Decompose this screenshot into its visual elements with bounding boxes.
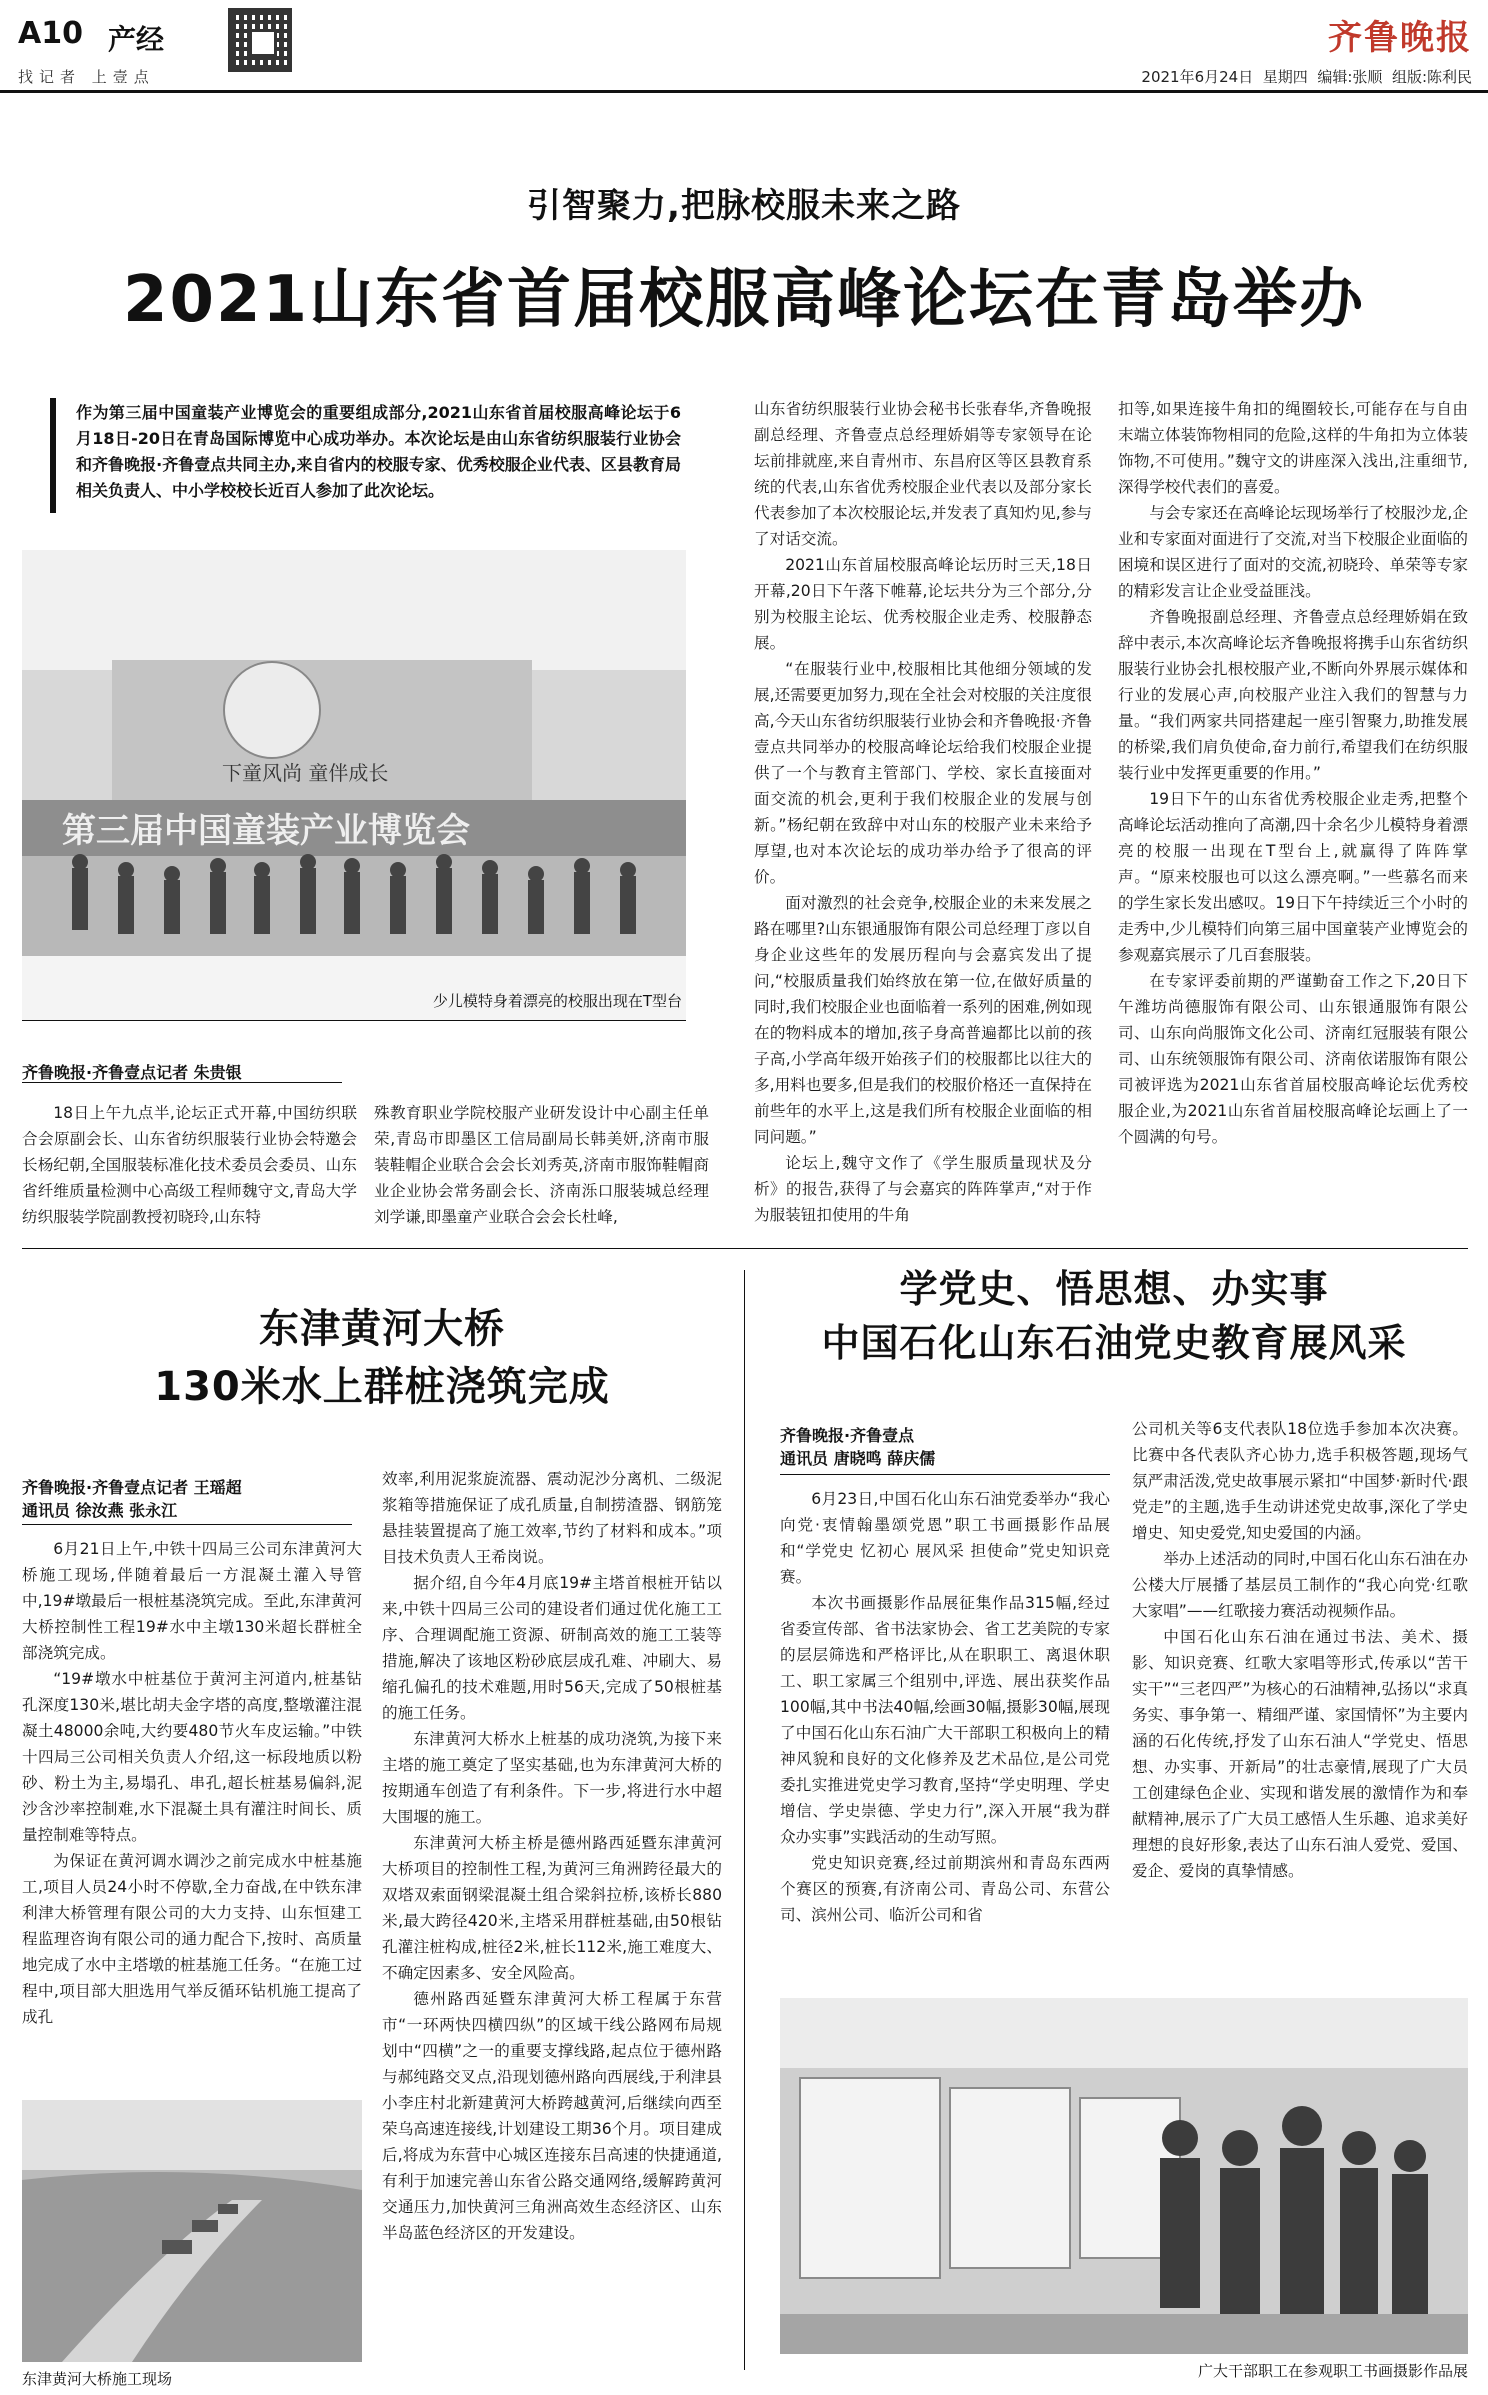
- lead-col4-p1: 扣等,如果连接牛角扣的绳圈较长,可能存在与自由末端立体装饰物相同的危险,这样的牛角扣为立体装饰物,不可使用。”魏守文的讲座深入浅出,注重细节,深得学校代表们的喜爱。: [1118, 400, 1468, 496]
- lead-col3-p3: “在服装行业中,校服相比其他细分领域的发展,还需要更加努力,现在全社会对校服的关注度很高,今天山东省纺织服装行业协会和齐鲁晚报·齐鲁壹点共同举办的校服高峰论坛给我们校服企业提供了一个与教育主管部门、学校、家长直接面对面交流的机会,更利于我们校服企业的发展与创新。”杨纪朝在致辞中对山东的校服产业未来给予厚望,也对本次论坛的成功举办给予了很高的评价。: [754, 660, 1092, 886]
- party-byline-1: 齐鲁晚报·齐鲁壹点: [780, 1426, 915, 1445]
- editor-credit: 编辑:张顺: [1317, 68, 1383, 86]
- lead-col-3: [754, 396, 1092, 1228]
- party-title-line-1: 学党史、悟思想、办实事: [899, 1267, 1329, 1311]
- party-col1-p2: 本次书画摄影作品展征集作品315幅,经过省委宣传部、省书法家协会、省工艺美院的专家的层层筛选和严格评比,从在职职工、离退休职工、职工家属三个组别中,评选、展出获奖作品100幅,其中书法40幅,绘画30幅,摄影30幅,展现了中国石化山东石油广大干部职工积极向上的精神风貌和良好的文化修养及艺术品位,是公司党委扎实推进党史学习教育,坚持“学史明理、学史增信、学史崇德、学史力行”,深入开展“我为群众办实事”实践活动的生动写照。: [780, 1594, 1110, 1846]
- dateline: [1141, 66, 1472, 87]
- party-byline-rule: [780, 1474, 1110, 1475]
- party-col1-p3: 党史知识竞赛,经过前期滨州和青岛东西两个赛区的预赛,有济南公司、青岛公司、东营公司、滨州公司、临沂公司和省: [780, 1854, 1110, 1924]
- party-title: [760, 1262, 1468, 1370]
- issue-date: 2021年6月24日: [1141, 68, 1254, 86]
- runway-photo: [22, 550, 686, 1020]
- party-byline: [780, 1424, 935, 1470]
- lead-col3-p1: 山东省纺织服装行业协会秘书长张春华,齐鲁晚报副总经理、齐鲁壹点总经理娇娟等专家领导在论坛前排就座,来自青州市、东昌府区等区县教育系统的代表,山东省优秀校服企业代表以及部分家长代表参加了本次校服论坛,并发表了真知灼见,参与了对话交流。: [754, 400, 1092, 548]
- photo-banner-text: 第三届中国童装产业博览会: [62, 811, 470, 851]
- party-col-1: [780, 1486, 1110, 1928]
- photo-sign-text: 下童风尚 童伴成长: [222, 761, 389, 785]
- lead-paragraph: 作为第三届中国童装产业博览会的重要组成部分,2021山东省首届校服高峰论坛于6月18日-20日在青岛国际博览中心成功举办。本次论坛是由山东省纺织服装行业协会和齐鲁晚报·齐鲁壹点共同主办,来自省内的校服专家、优秀校服企业代表、区县教育局相关负责人、中小学校校长近百人参加了此次论坛。: [76, 403, 681, 500]
- bridge-byline-rule: [22, 1524, 352, 1525]
- masthead-slogan: 找记者 上壹点: [18, 68, 155, 86]
- bridge-col2-p4: 东津黄河大桥主桥是德州路西延暨东津黄河大桥项目的控制性工程,为黄河三角洲跨径最大的双塔双索面钢梁混凝土组合梁斜拉桥,该桥长880米,最大跨径420米,主塔采用群桩基础,由50根钻孔灌注桩构成,桩径2米,桩长112米,施工难度大、不确定因素多、安全风险高。: [382, 1834, 722, 1982]
- lead-col4-p4: 19日下午的山东省优秀校服企业走秀,把整个高峰论坛活动推向了高潮,四十余名少儿模特身着漂亮的校服一出现在T型台上,就赢得了阵阵掌声。“原来校服也可以这么漂亮啊。”一些慕名而来的学生家长发出感叹。19日下午持续近三个小时的走秀中,少儿模特们向第三届中国童装产业博览会的参观嘉宾展示了几百套服装。: [1118, 790, 1468, 964]
- lead-col4-p3: 齐鲁晚报副总经理、齐鲁壹点总经理娇娟在致辞中表示,本次高峰论坛齐鲁晚报将携手山东省纺织服装行业协会扎根校服产业,不断向外界展示媒体和行业的发展心声,向校服产业注入我们的智慧与力量。“我们两家共同搭建起一座引智聚力,助推发展的桥梁,我们肩负使命,奋力前行,希望我们在纺织服装行业中发挥更重要的作用。”: [1118, 608, 1468, 782]
- bridge-photo-caption: 东津黄河大桥施工现场: [22, 2370, 173, 2388]
- lead-col3-p2: 2021山东首届校服高峰论坛历时三天,18日开幕,20日下午落下帷幕,论坛共分为三个部分,分别为校服主论坛、优秀校服企业走秀、校服静态展。: [754, 556, 1092, 652]
- party-col2-p2: 举办上述活动的同时,中国石化山东石油在办公楼大厅展播了基层员工制作的“我心向党·红歌大家唱”——红歌接力赛活动视频作品。: [1132, 1550, 1468, 1620]
- lead-col3-p4: 面对激烈的社会竞争,校服企业的未来发展之路在哪里?山东银通服饰有限公司总经理丁彦以自身企业这些年的发展历程向与会嘉宾发出了提问,“校服质量我们始终放在第一位,在做好质量的同时,我们校服企业也面临着一系列的困难,例如现在的物料成本的增加,孩子身高普遍都比以前的孩子高,小学高年级开始孩子们的校服都比以往大的多,用料也要多,但是我们的校服价格还一直保持在前些年的水平上,这是我们所有校服企业面临的相同问题。”: [754, 894, 1092, 1146]
- runway-photo-drawing: [22, 550, 686, 1020]
- section-divider: [22, 1248, 1468, 1249]
- lead-col3-p5: 论坛上,魏守文作了《学生服质量现状及分析》的报告,获得了与会嘉宾的阵阵掌声,“对于作为服装钮扣使用的牛角: [754, 1154, 1092, 1224]
- bridge-title-line-1: 东津黄河大桥: [259, 1306, 505, 1352]
- bridge-title-line-2: 130米水上群桩浇筑完成: [154, 1364, 610, 1410]
- lead-bar: [50, 398, 56, 513]
- bridge-byline: [22, 1476, 242, 1522]
- section-name: 产经: [108, 23, 165, 56]
- lead-col-4: [1118, 396, 1468, 1150]
- exhibition-photo-drawing: [780, 1998, 1468, 2354]
- bridge-col2-p2: 据介绍,自今年4月底19#主塔首根桩开钻以来,中铁十四局三公司的建设者们通过优化施工工序、合理调配施工资源、研制高效的施工工装等措施,解决了该地区粉砂底层成孔难、冲刷大、易缩孔偏孔的技术难题,用时56天,完成了50根桩基的施工任务。: [382, 1574, 722, 1722]
- bridge-photo: [22, 2100, 362, 2362]
- bridge-col1-p3: 为保证在黄河调水调沙之前完成水中桩基施工,项目人员24小时不停歇,全力奋战,在中铁东津利津大桥管理有限公司的大力支持、山东恒建工程监理咨询有限公司的通力配合下,按时、高质量地完成了水中主塔墩的桩基施工任务。“在施工过程中,项目部大胆选用气举反循环钻机施工提高了成孔: [22, 1852, 362, 2026]
- byline-rule: [22, 1082, 342, 1083]
- party-byline-2: 通讯员 唐晓鸣 薛庆儒: [780, 1449, 936, 1468]
- party-title-line-2: 中国石化山东石油党史教育展风采: [821, 1321, 1407, 1365]
- qr-code-icon: [228, 8, 292, 72]
- lead-col-2: [374, 1100, 709, 1230]
- exhibition-photo-caption: 广大干部职工在参观职工书画摄影作品展: [1197, 2362, 1468, 2380]
- bridge-col-1: [22, 1536, 362, 2030]
- bridge-photo-drawing: [22, 2100, 362, 2362]
- bridge-byline-1: 齐鲁晚报·齐鲁壹点记者 王瑶超: [22, 1478, 242, 1497]
- bridge-col1-p1: 6月21日上午,中铁十四局三公司东津黄河大桥施工现场,伴随着最后一方混凝土灌入导管中,19#墩最后一根桩基浇筑完成。至此,东津黄河大桥控制性工程19#水中主墩130米超长群桩全部浇筑完成。: [22, 1540, 362, 1662]
- masthead-rule: [0, 90, 1488, 93]
- bridge-col2-p5: 德州路西延暨东津黄河大桥工程属于东营市“一环两快四横四纵”的区域干线公路网布局规划中“四横”之一的重要支撑线路,起点位于德州路与郝纯路交叉点,沿现划德州路向西展线,于利津县小李庄村北新建黄河大桥跨越黄河,后继续向西至荣乌高速连接线,计划建设工期36个月。项目建成后,将成为东营中心城区连接东吕高速的快捷通道,有利于加速完善山东省公路交通网络,缓解跨黄河交通压力,加快黄河三角洲高效生态经济区、山东半岛蓝色经济区的开发建设。: [382, 1990, 722, 2242]
- bridge-col-2: [382, 1466, 722, 2246]
- lead-paragraph-1b: 殊教育职业学院校服产业研发设计中心副主任单荣,青岛市即墨区工信局副局长韩美妍,济南市服装鞋帽企业联合会会长刘秀英,济南市服饰鞋帽商业企业协会常务副会长、济南泺口服装城总经理刘学谦,即墨童产业联合会会长杜峰,: [374, 1104, 709, 1226]
- lead-col4-p5: 在专家评委前期的严谨勤奋工作之下,20日下午潍坊尚德服饰有限公司、山东银通服饰有限公司、山东向尚服饰文化公司、济南红冠服装有限公司、山东统领服饰有限公司、济南依诺服饰有限公司被评选为2021山东省首届校服高峰论坛优秀校服企业,为2021山东省首届校服高峰论坛画上了一个圆满的句号。: [1118, 972, 1468, 1146]
- lead-kicker: 引智聚力,把脉校服未来之路: [527, 186, 961, 226]
- bridge-col2-p3: 东津黄河大桥水上桩基的成功浇筑,为接下来主塔的施工奠定了坚实基础,也为东津黄河大桥的按期通车创造了有利条件。下一步,将进行水中超大围堰的施工。: [382, 1730, 722, 1826]
- photo-rule: [22, 1020, 686, 1021]
- page-number: A10: [18, 16, 83, 51]
- lead-byline: 齐鲁晚报·齐鲁壹点记者 朱贵银: [22, 1063, 242, 1082]
- bridge-col1-p2: “19#墩水中桩基位于黄河主河道内,桩基钻孔深度130米,堪比胡夫金字塔的高度,整墩灌注混凝土48000余吨,大约要480节火车皮运输。”中铁十四局三公司相关负责人介绍,这一标段地质以粉砂、粉土为主,易塌孔、串孔,超长桩基易偏斜,泥沙含沙率控制难,水下混凝土具有灌注时间长、质量控制难等特点。: [22, 1670, 362, 1844]
- designer-credit: 组版:陈利民: [1391, 68, 1472, 86]
- party-col1-p1: 6月23日,中国石化山东石油党委举办“我心向党·衷情翰墨颂党恩”职工书画摄影作品展和“学党史 忆初心 展风采 担使命”党史知识竞赛。: [780, 1490, 1110, 1586]
- newspaper-logo: 齐鲁晚报: [1328, 18, 1472, 58]
- column-divider: [744, 1270, 745, 2370]
- party-col-2: [1132, 1416, 1468, 1884]
- exhibition-photo: [780, 1998, 1468, 2354]
- lead-col4-p2: 与会专家还在高峰论坛现场举行了校服沙龙,企业和专家面对面进行了交流,对当下校服企业面临的困境和误区进行了面对的交流,初晓玲、单荣等专家的精彩发言让企业受益匪浅。: [1118, 504, 1468, 600]
- party-col2-p3: 中国石化山东石油在通过书法、美术、摄影、知识竞赛、红歌大家唱等形式,传承以“苦干实干”“三老四严”为核心的石油精神,弘扬以“求真务实、事争第一、精细严谨、家国情怀”为主要内涵的石化传统,抒发了山东石油人“学党史、悟思想、办实事、开新局”的壮志豪情,展现了广大员工创建绿色企业、实现和谐发展的激情作为和奉献精神,展示了广大员工感悟人生乐趣、追求美好理想的良好形象,表达了山东石油人爱党、爱国、爱企、爱岗的真挚情感。: [1132, 1628, 1468, 1880]
- issue-weekday: 星期四: [1262, 68, 1308, 86]
- bridge-col2-p1: 效率,利用泥浆旋流器、震动泥沙分离机、二级泥浆箱等措施保证了成孔质量,自制捞渣器、钢筋笼悬挂装置提高了施工效率,节约了材料和成本。”项目技术负责人王希岗说。: [382, 1470, 722, 1566]
- bridge-title: [22, 1300, 742, 1416]
- lead-col-1: [22, 1100, 357, 1230]
- party-col2-p1: 公司机关等6支代表队18位选手参加本次决赛。比赛中各代表队齐心协力,选手积极答题,现场气氛严肃活泼,党史故事展示紧扣“中国梦·新时代·跟党走”的主题,选手生动讲述党史故事,深化了学史增史、知史爱党,知史爱国的内涵。: [1132, 1420, 1468, 1542]
- runway-photo-caption: 少儿模特身着漂亮的校服出现在T型台: [432, 992, 682, 1010]
- bridge-byline-2: 通讯员 徐汝燕 张永江: [22, 1501, 178, 1520]
- lead-headline: 2021山东省首届校服高峰论坛在青岛举办: [122, 263, 1366, 337]
- lead-paragraph-1a: 18日上午九点半,论坛正式开幕,中国纺织联合会原副会长、山东省纺织服装行业协会特邀会长杨纪朝,全国服装标准化技术委员会委员、山东省纤维质量检测中心高级工程师魏守文,青岛大学纺织服装学院副教授初晓玲,山东特: [22, 1104, 357, 1226]
